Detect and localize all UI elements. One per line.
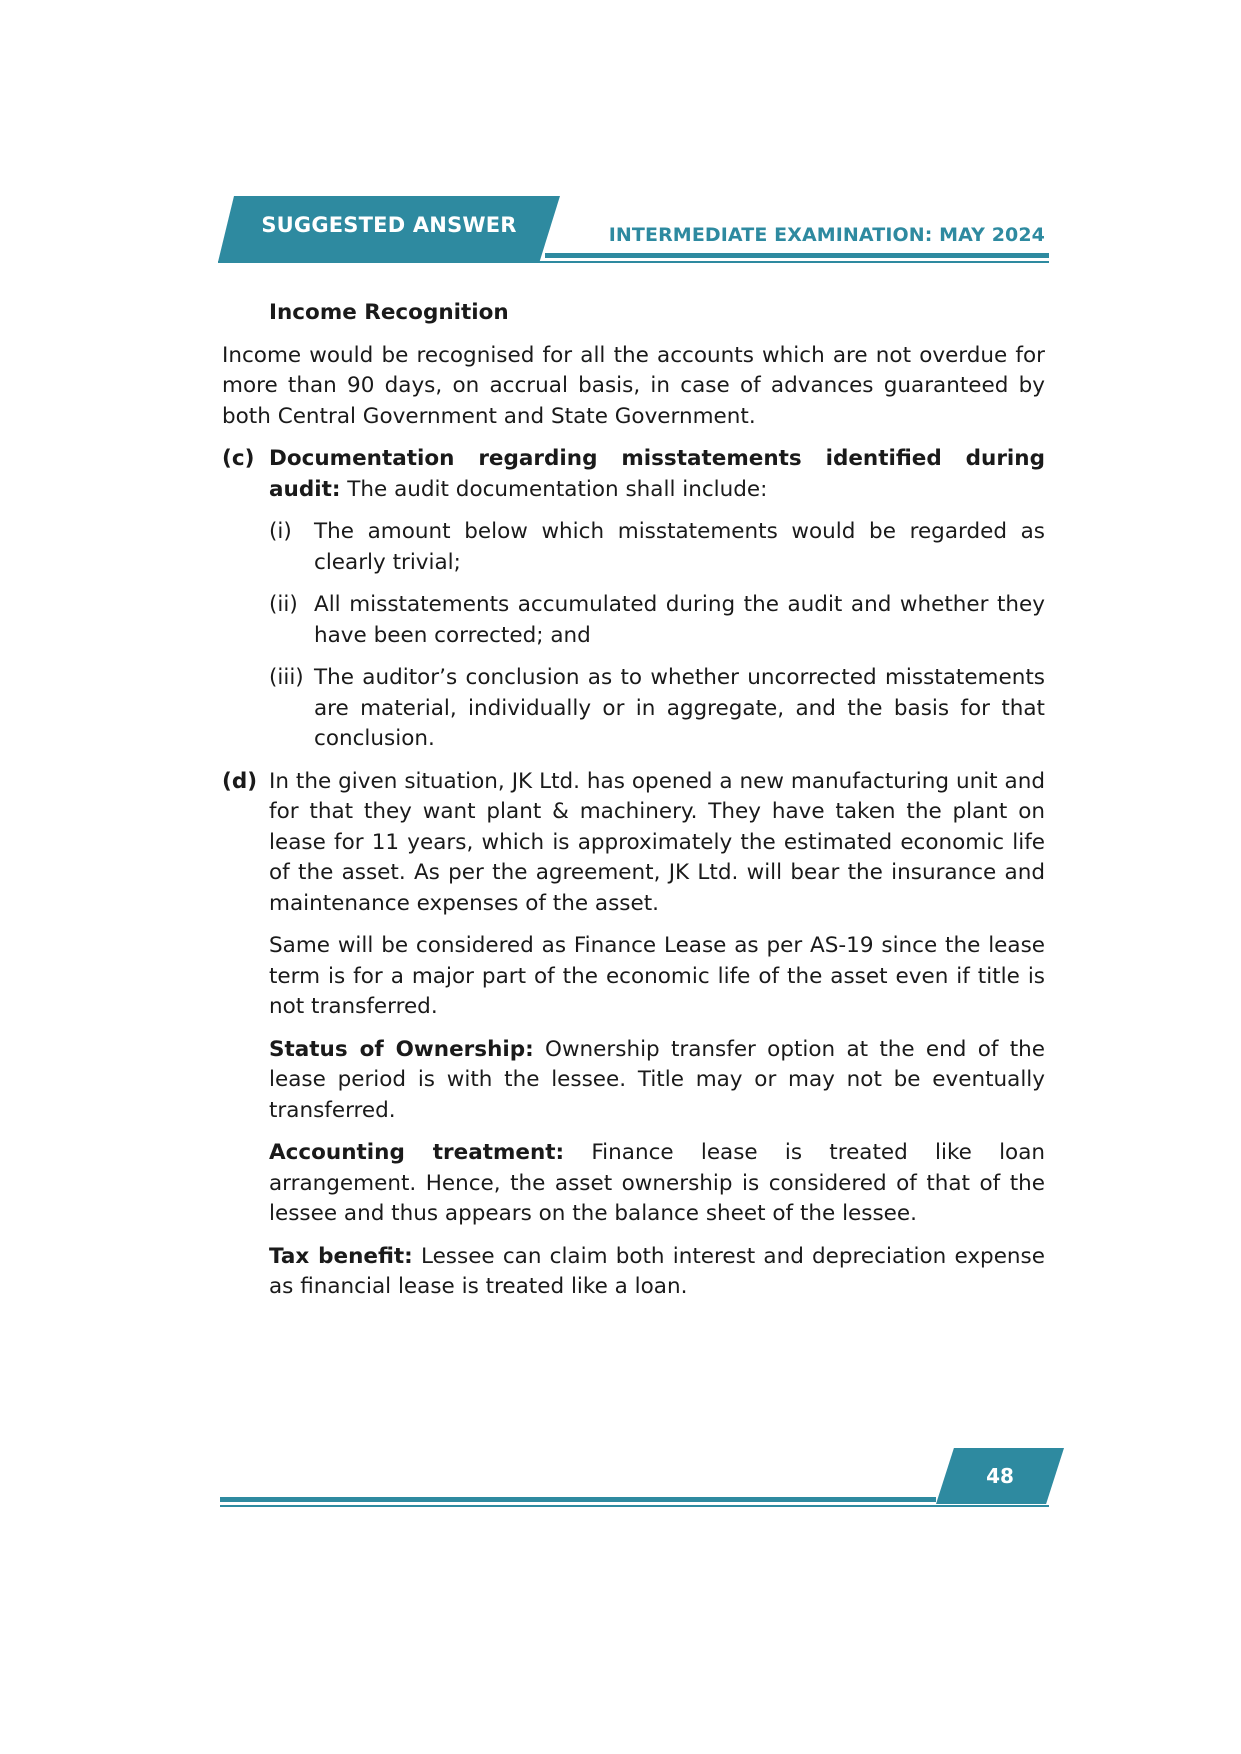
header-rule (545, 253, 1049, 258)
section-c-title: Documentation regarding misstatements identified during audit: (269, 446, 1045, 502)
list-item (269, 517, 1045, 578)
section-c-intro (269, 444, 1045, 505)
list-item-label: (i) (269, 519, 292, 544)
exam-title: INTERMEDIATE EXAMINATION: MAY 2024 (608, 224, 1045, 246)
section-d-para1: In the given situation, JK Ltd. has opened a new manufacturing unit and for that they want plant & machinery. They have taken the plant on lease for 11 years, which is approximately the estimated economic life of the asset. As per the agreement, JK Ltd. will bear the insurance and maintenance expenses of the asset. (269, 768, 1045, 916)
tax-label: Tax benefit: (269, 1243, 413, 1269)
header-tab-label: SUGGESTED ANSWER (261, 213, 517, 237)
section-d-para2: Same will be considered as Finance Lease as per AS-19 since the lease term is for a major part of the economic life of the asset even if title is not transferred. (269, 933, 1045, 1019)
list-item-text: The auditor’s conclusion as to whether uncorrected misstatements are material, individually or in aggregate, and the basis for that conclusion. (314, 665, 1045, 751)
accounting-paragraph (269, 1138, 1045, 1230)
page-content (222, 298, 1045, 1327)
income-recognition-text: Income would be recognised for all the accounts which are not overdue for more than 90 days, on accrual basis, in case of advances guaranteed by both Central Government and State Government. (222, 342, 1045, 429)
accounting-text: Finance lease is treated like loan arrangement. Hence, the asset ownership is considered of that of the lessee and thus appears on the balance sheet of the lessee. (269, 1140, 1046, 1226)
ownership-label: Status of Ownership: (269, 1036, 534, 1062)
ownership-text: Ownership transfer option at the end of the lease period is with the lessee. Title may or may not be eventually transferred. (269, 1036, 1045, 1123)
list-item-label: (iii) (269, 665, 304, 690)
accounting-label: Accounting treatment: (269, 1140, 565, 1165)
income-recognition-heading: Income Recognition (269, 300, 509, 325)
list-item-label: (ii) (269, 592, 298, 617)
page-number: 48 (986, 1464, 1014, 1488)
section-c-intro-text: The audit documentation shall include: (340, 476, 768, 502)
footer-rule-thin (220, 1505, 1049, 1507)
list-item-text: All misstatements accumulated during the audit and whether they have been corrected; and (314, 592, 1045, 648)
ownership-paragraph (269, 1035, 1045, 1127)
list-item-text: The amount below which misstatements would be regarded as clearly trivial; (314, 519, 1045, 575)
header-rule-thin (218, 261, 1049, 263)
section-c-body (269, 444, 1045, 755)
list-item (269, 590, 1045, 651)
tax-paragraph (269, 1242, 1045, 1303)
section-c (222, 444, 1045, 755)
section-d-label: (d) (222, 768, 258, 794)
section-d-body (269, 767, 1045, 1315)
section-d (222, 767, 1045, 1315)
list-item (269, 663, 1045, 755)
section-c-label: (c) (222, 446, 255, 471)
footer-rule (220, 1497, 936, 1502)
tax-text: Lessee can claim both interest and depreciation expense as financial lease is treated like a loan. (269, 1243, 1045, 1299)
